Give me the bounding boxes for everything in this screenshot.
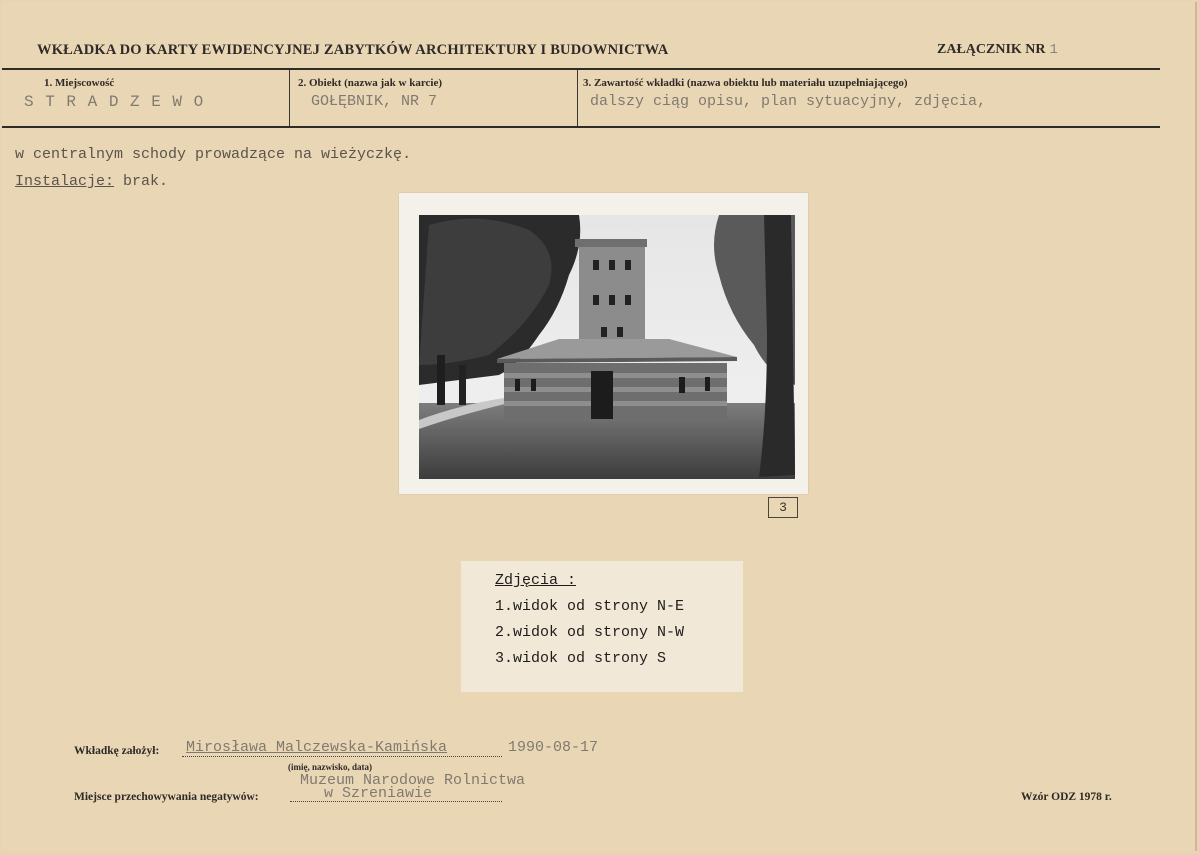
storage-value-line1: Muzeum Narodowe Rolnictwa [300,772,526,789]
place-value: S T R A D Z E W O [24,93,205,111]
form-title: WKŁADKA DO KARTY EWIDENCYJNEJ ZABYTKÓW ARCHITEKTURY I BUDOWNICTWA [37,42,669,58]
header-top-rule [2,68,1160,70]
form-code: Wzór ODZ 1978 r. [1021,791,1112,803]
contents-label: 3. Zawartość wkładki (nazwa obiektu lub materiału uzupełniającego) [583,77,908,89]
installations-line [15,173,168,190]
header-bottom-rule [2,126,1160,128]
author-date: 1990-08-17 [508,739,599,756]
column-divider-1 [289,70,290,126]
photo-list-item: 2.widok od strony N-W [495,624,685,641]
contents-value: dalszy ciąg opisu, plan sytuacyjny, zdjęcia, [590,93,987,110]
pigeon-house-photo [419,215,795,479]
attachment-label: ZAŁĄCZNIK NR [937,42,1046,57]
author-label: Wkładkę założył: [74,745,160,757]
place-label: 1. Miejscowość [44,77,115,89]
photos-heading: Zdjęcia : [495,572,577,589]
installations-heading: Instalacje: [15,173,115,190]
attachment-number [937,42,1058,58]
column-divider-2 [577,70,578,126]
attachment-number-value: 1 [1049,42,1058,58]
description-line: w centralnym schody prowadzące na wieżyczkę. [15,146,412,163]
object-value: GOŁĘBNIK, NR 7 [311,93,438,110]
storage-value-line2: w Szreniawie [324,785,433,802]
installations-value: brak. [114,173,169,190]
author-dotted-line [182,756,502,757]
photo-list-item: 3.widok od strony S [495,650,667,667]
author-caption: (imię, nazwisko, data) [288,762,372,772]
photo-ref-number: 3 [768,497,798,518]
object-label: 2. Obiekt (nazwa jak w karcie) [298,77,443,89]
photo-list-item: 1.widok od strony N-E [495,598,685,615]
author-value: Mirosława Malczewska-Kamińska [186,739,448,756]
photo-print [399,193,808,494]
storage-label: Miejsce przechowywania negatywów: [74,791,259,803]
